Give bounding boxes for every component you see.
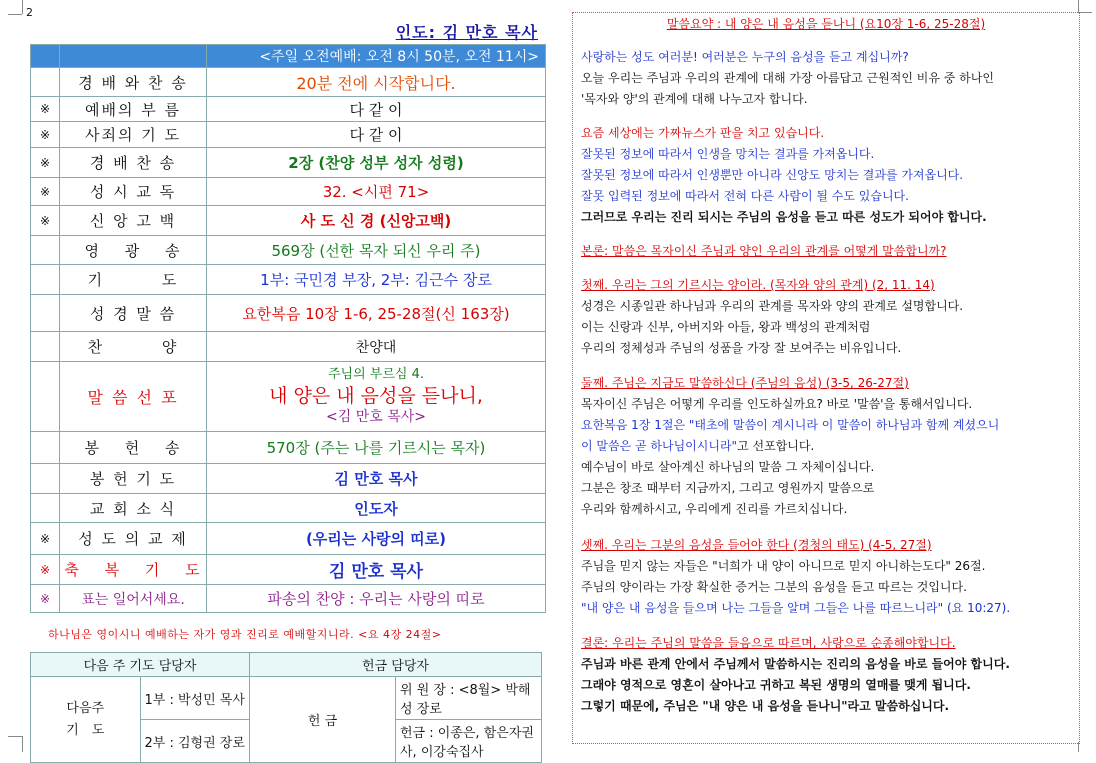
crop-mark bbox=[8, 14, 22, 15]
table-row: 영 광 송 569장 (선한 목자 되신 우리 주) bbox=[31, 236, 546, 265]
duty-header-row bbox=[31, 653, 542, 677]
worship-verse: 하나님은 영이시니 예배하는 자가 영과 진리로 예배할지니라. <요 4장 24절> bbox=[48, 628, 442, 641]
crop-mark bbox=[8, 736, 22, 737]
table-row: 봉 헌 기 도 김 만호 목사 bbox=[31, 464, 546, 494]
duty-table bbox=[30, 652, 542, 763]
sermon-summary-page bbox=[572, 12, 1080, 744]
crop-mark bbox=[1078, 12, 1092, 13]
worship-order-table bbox=[30, 44, 546, 613]
table-row: 봉 헌 송 570장 (주는 나를 기르시는 목자) bbox=[31, 432, 546, 464]
crop-mark bbox=[1078, 0, 1079, 12]
prayer-duty-header: 다음 주 기도 담당자 bbox=[31, 653, 250, 677]
table-row: ※ 신 앙 고 백 사 도 신 경 (신앙고백) bbox=[31, 206, 546, 236]
crop-mark bbox=[22, 0, 23, 14]
leader: 인도: 김 만호 목사 bbox=[395, 23, 538, 42]
table-row: 교 회 소 식 인도자 bbox=[31, 494, 546, 523]
third-point: 셋째. 우리는 그분의 음성을 들어야 한다 (경청의 태도) (4-5, 27절) 주님을 믿지 않는 자들은 "너희가 내 양이 아니므로 믿지 아니하는도다" 26절. 주님의 양이라는 가장 확실한 증거는 그분의 음성을 듣고 따르는 것입니다. "내 양은 내 음성을 들으며 나는 그들을 알며 그들은 나를 따르느니라" (요 10:27). bbox=[581, 538, 1011, 615]
sermon-series: 주님의 부르심 4. bbox=[327, 366, 425, 382]
table-row-sermon: 말 씀 선 포 주님의 부르심 4. 내 양은 내 음성을 듣나니, <김 만호 목사> bbox=[31, 362, 546, 432]
table-row: ※ 축 복 기 도 김 만호 목사 bbox=[31, 555, 546, 585]
table-row: 성 경 말 씀 요한복음 10장 1-6, 25-28절(신 163장) bbox=[31, 295, 546, 332]
table-row: ※ 성 시 교 독 32. <시편 71> bbox=[31, 178, 546, 206]
crop-mark bbox=[22, 736, 23, 752]
table-row: ※ 경 배 찬 송 2장 (찬양 성부 성자 성령) bbox=[31, 148, 546, 178]
table-row: 찬 양 찬양대 bbox=[31, 332, 546, 362]
worship-order-page bbox=[30, 14, 546, 614]
service-time-row bbox=[31, 45, 546, 68]
table-row: 경 배 와 찬 송 20분 전에 시작합니다. bbox=[31, 68, 546, 97]
table-row: ※ 성 도 의 교 제 (우리는 사랑의 띠로) bbox=[31, 523, 546, 555]
second-point: 둘째. 주님은 지금도 말씀하신다 (주님의 음성) (3-5, 26-27절) 목자이신 주님은 어떻게 우리를 인도하실까요? 바로 '말씀'을 통해서입니다. 요한복음 1장 1절은 "태초에 말씀이 계시니라 이 말씀이 하나님과 함께 계셨으니 이 말씀은 곧 하나님이시니라"고 선포합니다. 예수님이 바로 살아계신 하나님의 말씀 그 자체이십니다. 그분은 창조 때부터 지금까지, 그리고 영원까지 말씀으로 우리와 함께하시고, 우리에게 진리를 가르치십니다. bbox=[581, 376, 1000, 516]
table-row: ※ 예배의 부 름 다 같 이 bbox=[31, 97, 546, 122]
table-row: 2부 : 김형권 장로 헌금 : 이종은, 함은자권사, 이강숙집사 bbox=[31, 720, 542, 763]
table-row: 다음주 기 도 1부 : 박성민 목사 헌 금 위 원 장 : <8월> 박해성 장로 bbox=[31, 677, 542, 720]
fake-news-paragraph: 요즘 세상에는 가짜뉴스가 판을 치고 있습니다. 잘못된 정보에 따라서 인생을 망치는 결과를 가져옵니다. 잘못된 정보에 따라서 인생뿐만 아니라 신앙도 망치는 결과를 가져옵니다. 잘못 입력된 정보에 따라서 전혀 다른 사람이 될 수도 있습니다. 그러므로 우리는 진리 되시는 주님의 음성을 듣고 따른 성도가 되어야 합니다. bbox=[581, 126, 987, 224]
intro-paragraph: 사랑하는 성도 여러분! 여러분은 누구의 음성을 듣고 계십니까? 오늘 우리는 주님과 우리의 관계에 대해 가장 아름답고 근원적인 비유 중 하나인 '목자와 양'의 관계에 대해 나누고자 합니다. bbox=[581, 50, 994, 106]
sermon-summary-title: 말씀요약 : 내 양은 내 음성을 듣나니 (요10장 1-6, 25-28절) bbox=[666, 17, 986, 31]
main-question: 본론: 말씀은 목자이신 주님과 양인 우리의 관계를 어떻게 말씀합니까? bbox=[581, 244, 947, 258]
table-row: ※ 사죄의 기 도 다 같 이 bbox=[31, 122, 546, 148]
sermon-preacher: <김 만호 목사> bbox=[326, 409, 426, 426]
service-time: <주일 오전예배: 오전 8시 50분, 오전 11시> bbox=[207, 45, 546, 68]
first-point: 첫째. 우리는 그의 기르시는 양이라. (목자와 양의 관계) (2, 11. 14) 성경은 시종일관 하나님과 우리의 관계를 목자와 양의 관계로 설명합니다. 이는 신랑과 신부, 아버지와 아들, 왕과 백성의 관계처럼 우리의 정체성과 주님의 성품을 가장 잘 보여주는 비유입니다. bbox=[581, 278, 964, 355]
offering-duty-header: 헌금 담당자 bbox=[250, 653, 542, 677]
conclusion: 결론: 우리는 주님의 말씀을 들음으로 따르며, 사랑으로 순종해야합니다. 주님과 바른 관계 안에서 주님께서 말씀하시는 진리의 음성을 바로 들어야 합니다. 그래야 영적으로 영혼이 살아나고 귀하고 복된 생명의 열매를 맺게 됩니다. 그렇기 때문에, 주님은 "내 양은 내 음성을 듣나니"라고 말씀하십니다. bbox=[581, 636, 1010, 713]
table-row: ※ 표는 일어서세요. 파송의 찬양 : 우리는 사랑의 띠로 bbox=[31, 585, 546, 613]
page-number: 2 bbox=[26, 6, 33, 19]
sermon-title: 내 양은 내 음성을 듣나니, bbox=[269, 384, 483, 407]
table-row: 기 도 1부: 국민경 부장, 2부: 김근수 장로 bbox=[31, 265, 546, 295]
